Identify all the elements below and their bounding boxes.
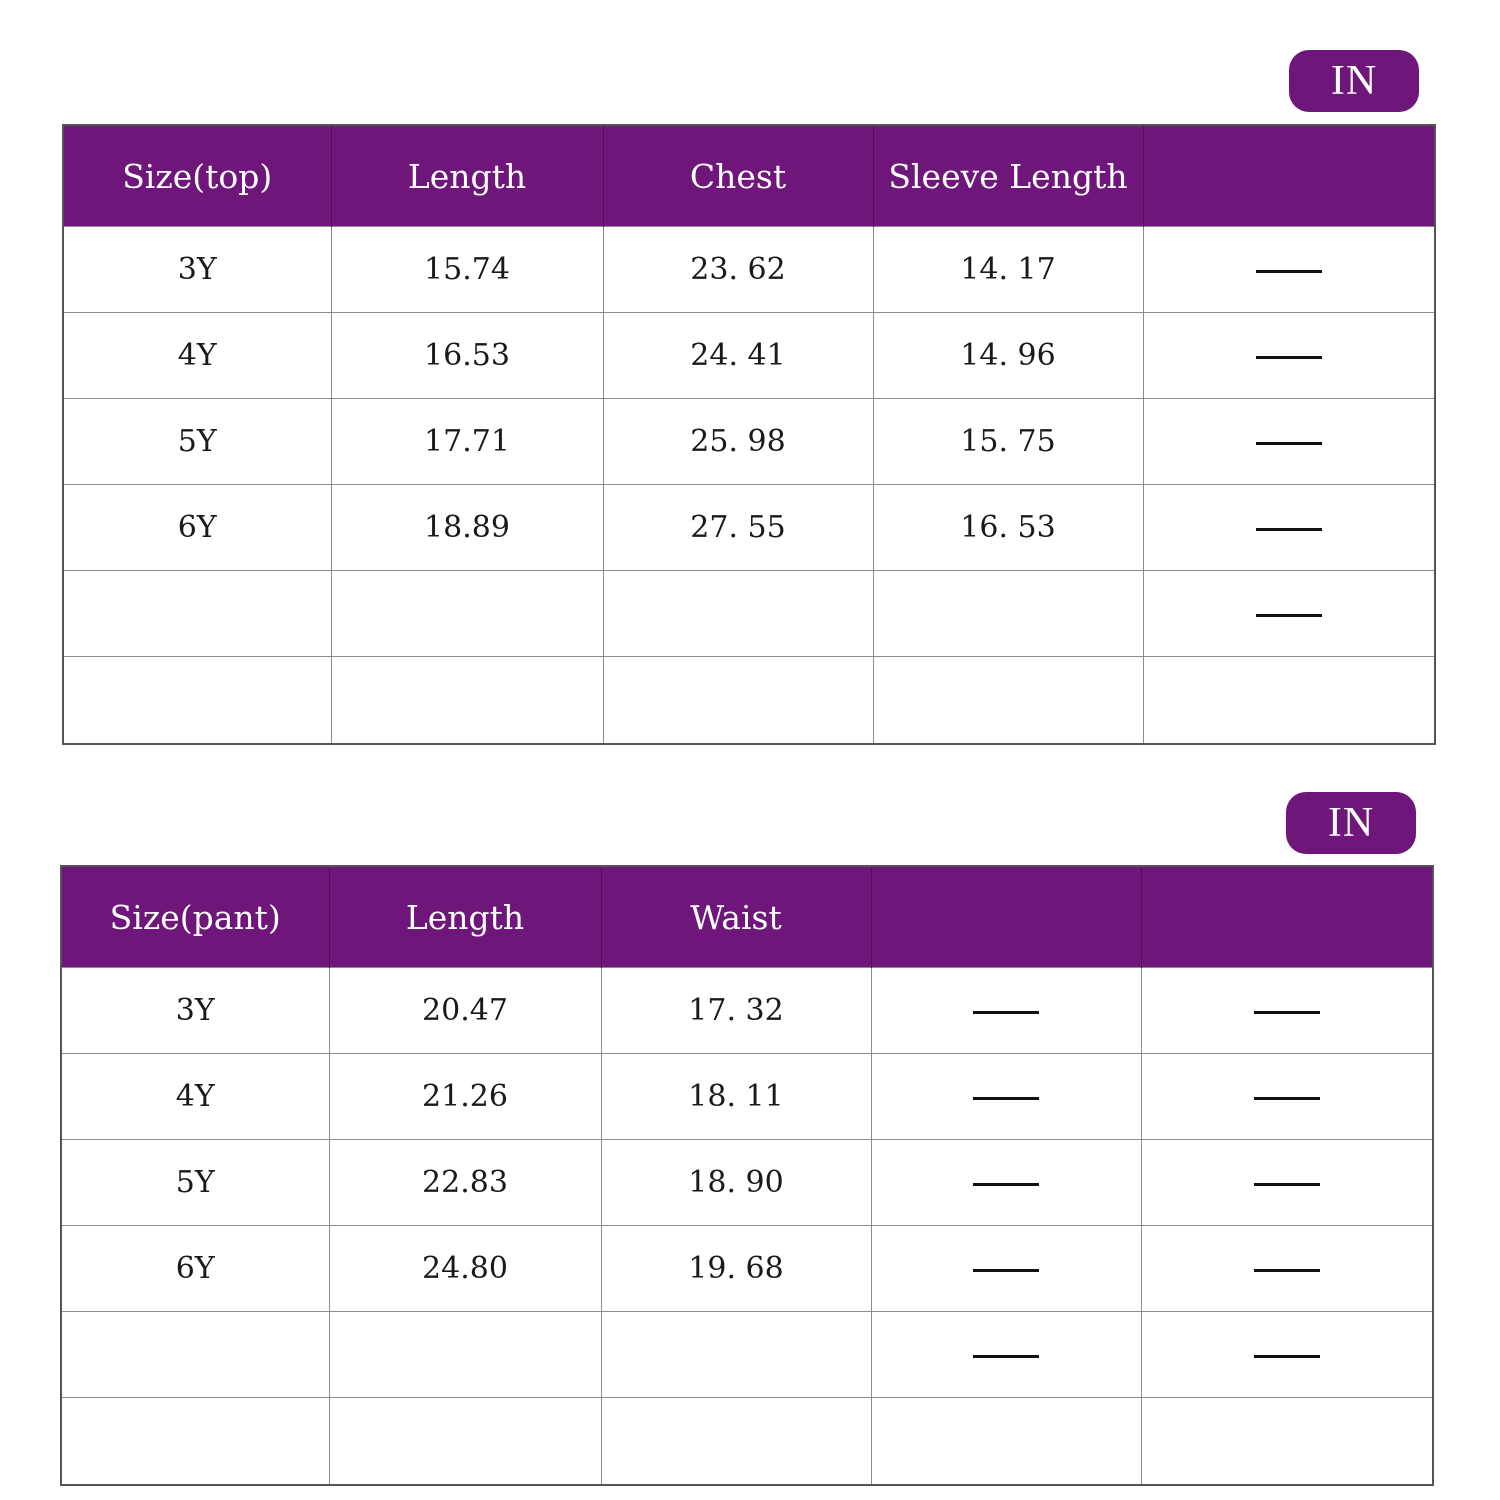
column-header-empty <box>1143 125 1435 227</box>
dash-mark <box>1254 1011 1320 1014</box>
cell-length <box>329 1312 601 1398</box>
cell-extra <box>871 1312 1141 1398</box>
cell-extra <box>871 1140 1141 1226</box>
cell-length <box>331 571 603 657</box>
dash-mark <box>1254 1355 1320 1358</box>
dash-mark <box>1256 442 1322 445</box>
cell-chest: 27. 55 <box>603 485 873 571</box>
cell-sleeve-length: 16. 53 <box>873 485 1143 571</box>
table-row <box>63 227 1435 313</box>
cell-waist <box>601 1312 871 1398</box>
cell-extra <box>1143 571 1435 657</box>
table-row <box>63 657 1435 745</box>
pant-size-table <box>60 865 1434 1486</box>
cell-waist <box>601 1398 871 1486</box>
column-header-empty <box>1141 866 1433 968</box>
cell-sleeve-length: 14. 17 <box>873 227 1143 313</box>
table-header-row <box>61 866 1433 968</box>
column-header-waist: Waist <box>601 866 871 968</box>
unit-badge-top: IN <box>1289 50 1419 112</box>
cell-extra <box>1141 1312 1433 1398</box>
cell-size: 4Y <box>61 1054 329 1140</box>
cell-extra <box>1141 1398 1433 1486</box>
cell-size: 6Y <box>61 1226 329 1312</box>
cell-extra <box>1141 968 1433 1054</box>
cell-length: 16.53 <box>331 313 603 399</box>
dash-mark <box>973 1011 1039 1014</box>
table-row <box>61 1398 1433 1486</box>
dash-mark <box>1256 614 1322 617</box>
cell-chest: 25. 98 <box>603 399 873 485</box>
dash-mark <box>973 1183 1039 1186</box>
cell-waist: 17. 32 <box>601 968 871 1054</box>
cell-extra <box>1141 1054 1433 1140</box>
cell-length <box>331 657 603 745</box>
dash-mark <box>1256 356 1322 359</box>
dash-mark <box>1254 1269 1320 1272</box>
column-header-chest: Chest <box>603 125 873 227</box>
dash-mark <box>1256 270 1322 273</box>
column-header-empty <box>871 866 1141 968</box>
table-row <box>61 968 1433 1054</box>
dash-mark <box>973 1097 1039 1100</box>
table-row <box>61 1054 1433 1140</box>
table-row <box>63 399 1435 485</box>
column-header-sleeve-length: Sleeve Length <box>873 125 1143 227</box>
cell-size: 5Y <box>63 399 331 485</box>
dash-mark <box>1254 1097 1320 1100</box>
table-row <box>61 1140 1433 1226</box>
cell-waist: 18. 90 <box>601 1140 871 1226</box>
table-row <box>61 1226 1433 1312</box>
table-row <box>61 1312 1433 1398</box>
cell-extra <box>1143 313 1435 399</box>
cell-size <box>61 1312 329 1398</box>
cell-extra <box>1143 485 1435 571</box>
cell-length: 15.74 <box>331 227 603 313</box>
cell-length: 22.83 <box>329 1140 601 1226</box>
cell-extra <box>871 1226 1141 1312</box>
cell-extra <box>871 1398 1141 1486</box>
dash-mark <box>973 1355 1039 1358</box>
cell-size: 4Y <box>63 313 331 399</box>
top-size-table <box>62 124 1436 745</box>
cell-extra <box>1143 227 1435 313</box>
table-row <box>63 485 1435 571</box>
cell-chest <box>603 657 873 745</box>
cell-sleeve-length: 15. 75 <box>873 399 1143 485</box>
cell-size: 3Y <box>61 968 329 1054</box>
cell-length: 24.80 <box>329 1226 601 1312</box>
cell-chest <box>603 571 873 657</box>
dash-mark <box>1256 528 1322 531</box>
cell-chest: 23. 62 <box>603 227 873 313</box>
cell-extra <box>871 1054 1141 1140</box>
cell-waist: 18. 11 <box>601 1054 871 1140</box>
unit-badge-pant: IN <box>1286 792 1416 854</box>
cell-chest: 24. 41 <box>603 313 873 399</box>
cell-waist: 19. 68 <box>601 1226 871 1312</box>
cell-extra <box>1141 1226 1433 1312</box>
cell-extra <box>871 968 1141 1054</box>
cell-size: 3Y <box>63 227 331 313</box>
cell-sleeve-length: 14. 96 <box>873 313 1143 399</box>
cell-length: 17.71 <box>331 399 603 485</box>
cell-sleeve-length <box>873 657 1143 745</box>
cell-length: 20.47 <box>329 968 601 1054</box>
cell-extra <box>1143 399 1435 485</box>
dash-mark <box>973 1269 1039 1272</box>
cell-length: 21.26 <box>329 1054 601 1140</box>
cell-size <box>63 571 331 657</box>
table-header-row <box>63 125 1435 227</box>
column-header-length: Length <box>331 125 603 227</box>
cell-size: 6Y <box>63 485 331 571</box>
cell-sleeve-length <box>873 571 1143 657</box>
column-header-length: Length <box>329 866 601 968</box>
cell-size <box>63 657 331 745</box>
cell-extra <box>1143 657 1435 745</box>
column-header-size: Size(top) <box>63 125 331 227</box>
cell-size <box>61 1398 329 1486</box>
cell-length: 18.89 <box>331 485 603 571</box>
table-row <box>63 313 1435 399</box>
table-row <box>63 571 1435 657</box>
cell-length <box>329 1398 601 1486</box>
cell-extra <box>1141 1140 1433 1226</box>
column-header-size: Size(pant) <box>61 866 329 968</box>
cell-size: 5Y <box>61 1140 329 1226</box>
dash-mark <box>1254 1183 1320 1186</box>
